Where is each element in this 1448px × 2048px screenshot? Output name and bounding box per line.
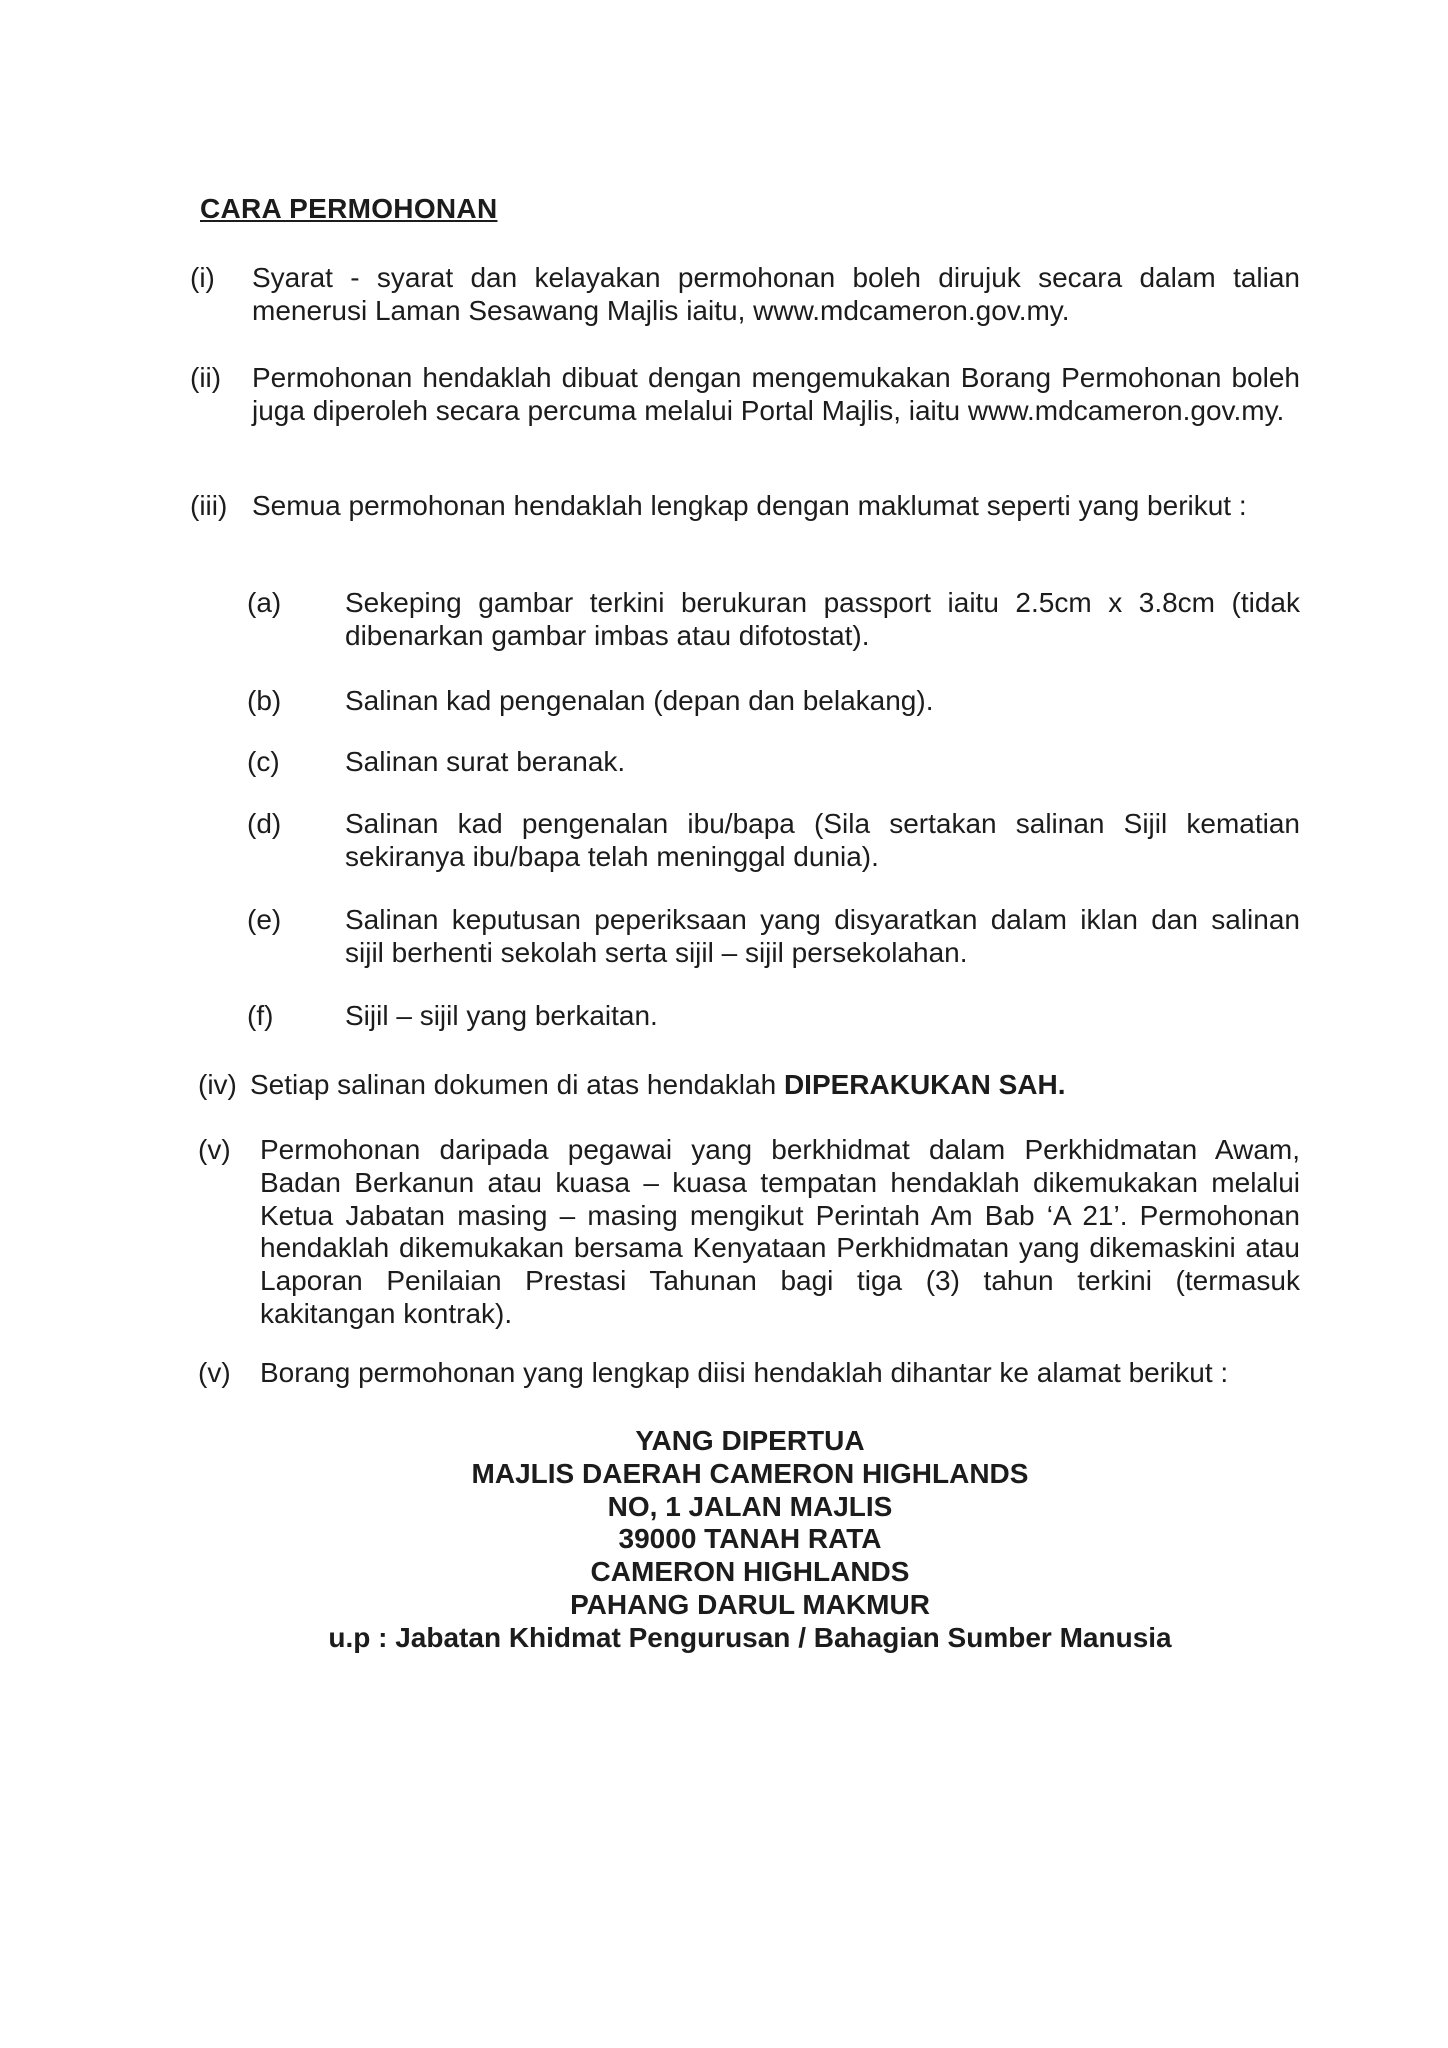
sub-item-a <box>247 587 1300 653</box>
sub-item-text: Sekeping gambar terkini berukuran passport iaitu 2.5cm x 3.8cm (tidak dibenarkan gambar imbas atau difotostat). <box>345 587 1300 651</box>
address-line: NO, 1 JALAN MAJLIS <box>607 1490 893 1522</box>
address-attention-line: u.p : Jabatan Khidmat Pengurusan / Bahagian Sumber Manusia <box>328 1621 1172 1653</box>
item-number: (iv) <box>198 1069 237 1100</box>
address-line: CAMERON HIGHLANDS <box>590 1556 910 1587</box>
sub-item-label: (a) <box>247 587 282 618</box>
page-title: CARA PERMOHONAN <box>200 193 498 224</box>
sub-item-text: Salinan kad pengenalan (depan dan belakang). <box>345 685 934 716</box>
item-text <box>250 1069 1300 1102</box>
list-item-v-2 <box>198 1357 1300 1390</box>
item-text: Semua permohonan hendaklah lengkap dengan maklumat seperti yang berikut : <box>252 490 1247 521</box>
sub-item-b <box>247 685 1300 718</box>
sub-item-text: Salinan kad pengenalan ibu/bapa (Sila sertakan salinan Sijil kematian sekiranya ibu/bapa telah meninggal dunia). <box>345 808 1300 872</box>
sub-item-d <box>247 808 1300 874</box>
sub-item-text: Salinan surat beranak. <box>345 746 626 777</box>
item-text: Permohonan daripada pegawai yang berkhidmat dalam Perkhidmatan Awam, Badan Berkanun atau kuasa – kuasa tempatan hendaklah dikemukakan melalui Ketua Jabatan masing – masing mengikut Perintah Am Bab ‘A 21’. Permohonan hendaklah dikemukakan bersama Kenyataan Perkhidmatan yang dikemaskini atau Laporan Penilaian Prestasi Tahunan bagi tiga (3) tahun terkini (termasuk kakitangan kontrak). <box>260 1134 1300 1329</box>
list-item-ii <box>190 362 1300 428</box>
sub-item-label: (d) <box>247 808 282 839</box>
list-item-iii <box>190 490 1300 523</box>
item-number: (iii) <box>190 490 228 521</box>
address-line: MAJLIS DAERAH CAMERON HIGHLANDS <box>471 1457 1029 1489</box>
sub-item-label: (e) <box>247 904 282 935</box>
item-number: (i) <box>190 262 215 293</box>
item-text-plain: Setiap salinan dokumen di atas hendaklah <box>250 1069 784 1100</box>
item-number: (v) <box>198 1357 231 1388</box>
sub-item-label: (b) <box>247 685 282 716</box>
sub-item-e <box>247 904 1300 970</box>
sub-item-f <box>247 1000 1300 1033</box>
address-line: 39000 TANAH RATA <box>618 1523 882 1555</box>
list-item-i <box>190 262 1300 328</box>
address-block <box>200 1425 1300 1654</box>
sub-item-text: Salinan keputusan peperiksaan yang disyaratkan dalam iklan dan salinan sijil berhenti sekolah serta sijil – sijil persekolahan. <box>345 904 1300 968</box>
sub-item-label: (c) <box>247 746 280 777</box>
address-line: PAHANG DARUL MAKMUR <box>570 1588 930 1620</box>
item-text-bold: DIPERAKUKAN SAH. <box>783 1069 1066 1100</box>
list-item-iv <box>198 1069 1300 1102</box>
item-text: Syarat - syarat dan kelayakan permohonan boleh dirujuk secara dalam talian menerusi Laman Sesawang Majlis iaitu, www.mdcameron.gov.my. <box>252 262 1300 326</box>
item-number: (v) <box>198 1134 231 1165</box>
sub-item-label: (f) <box>247 1000 274 1031</box>
item-number: (ii) <box>190 362 222 393</box>
list-item-v-1 <box>198 1134 1300 1331</box>
sub-item-text: Sijil – sijil yang berkaitan. <box>345 1000 658 1031</box>
item-text: Borang permohonan yang lengkap diisi hendaklah dihantar ke alamat berikut : <box>260 1357 1229 1388</box>
sub-item-c <box>247 746 1300 779</box>
address-line: YANG DIPERTUA <box>635 1425 865 1456</box>
item-text: Permohonan hendaklah dibuat dengan mengemukakan Borang Permohonan boleh juga diperoleh secara percuma melalui Portal Majlis, iaitu www.mdcameron.gov.my. <box>252 362 1300 426</box>
